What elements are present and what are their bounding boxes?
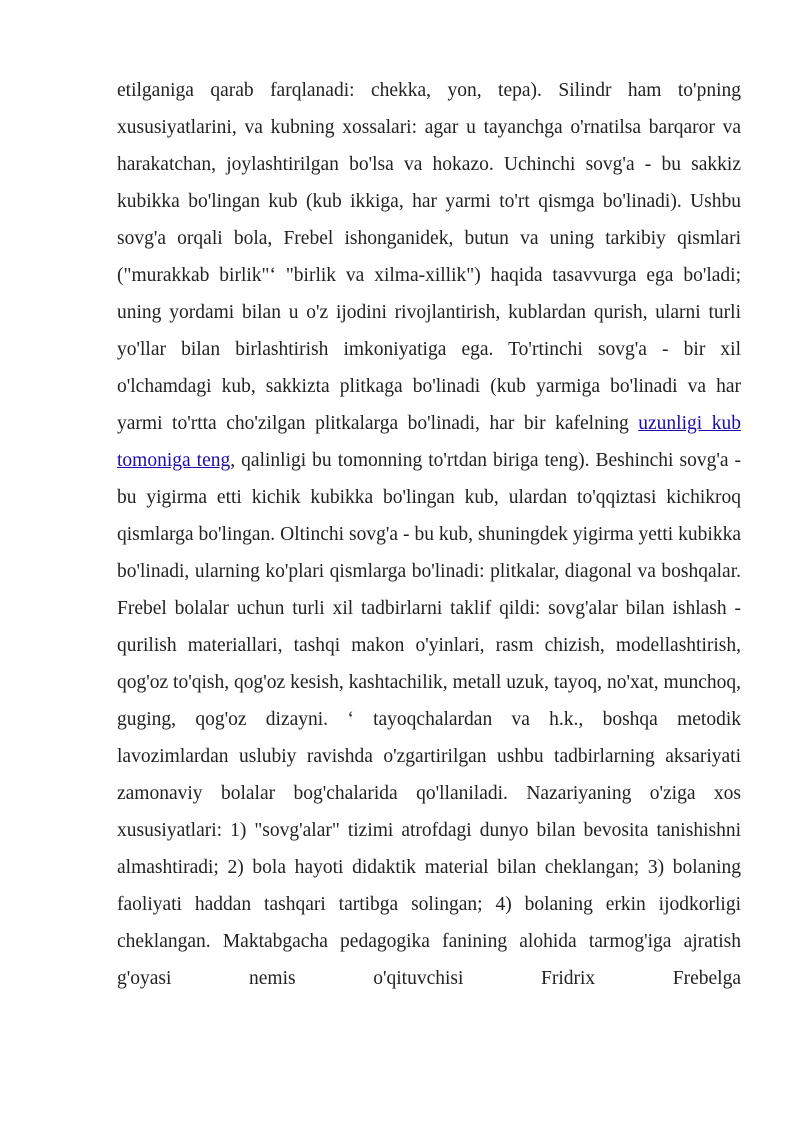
paragraph-text-after-link: , qalinligi bu tomonning to'rtdan biriga teng). Beshinchi sovg'a - bu yigirma etti kichik kubikka bo'lingan kub, ulardan to'qqiztasi kichikroq qismlarga bo'lingan. Oltinchi sovg'a - bu kub, shuningdek yigirma yetti kubikka bo'linadi, ularning ko'plari qismlarga bo'linadi: plitkalar, diagonal va boshqalar. Frebel bolalar uchun turli xil tadbirlarni taklif qildi: sovg'alar bilan ishlash - qurilish materiallari, tashqi makon o'yinlari, rasm chizish, modellashtirish, qog'oz to'qish, qog'oz kesish, kashtachilik, metall uzuk, tayoq, no'xat, munchoq, guging, qog'oz dizayni. ‘ tayoqchalardan va h.k., boshqa metodik lavozimlardan uslubiy ravishda o'zgartirilgan ushbu tadbirlarning aksariyati zamonaviy bolalar bog'chalarida qo'llaniladi. Nazariyaning o'ziga xos xususiyatlari: 1) "sovg'alar" tizimi atrofdagi dunyo bilan bevosita tanishishni almashtiradi; 2) bola hayoti didaktik material bilan cheklangan; 3) bolaning faoliyati haddan tashqari tartibga solingan; 4) bolaning erkin ijodkorligi cheklangan. Maktabgacha pedagogika fanining alohida tarmog'iga ajratish g'oyasi nemis o'qituvchisi Fridrix Frebelga <box>117 450 741 989</box>
inline-link[interactable]: uzunligi kub tomoniga teng <box>117 413 741 471</box>
body-paragraph <box>117 72 741 997</box>
paragraph-text-before-link: etilganiga qarab farqlanadi: chekka, yon, tepa). Silindr ham to'pning xususiyatlarini, va kubning xossalari: agar u tayanchga o'rnatilsa barqaror va harakatchan, joylashtirilgan bo'lsa va hokazo. Uchinchi sovg'a - bu sakkiz kubikka bo'lingan kub (kub ikkiga, har yarmi to'rt qismga bo'linadi). Ushbu sovg'a orqali bola, Frebel ishonganidek, butun va uning tarkibiy qismlari ("murakkab birlik"‘ "birlik va xilma-xillik") haqida tasavvurga ega bo'ladi; uning yordami bilan u o'z ijodini rivojlantirish, kublardan qurish, ularni turli yo'llar bilan birlashtirish imkoniyatiga ega. To'rtinchi sovg'a - bir xil o'lchamdagi kub, sakkizta plitkaga bo'linadi (kub yarmiga bo'linadi va har yarmi to'rtta cho'zilgan plitkalarga bo'linadi, har bir kafelning <box>117 80 741 434</box>
document-page <box>117 72 741 997</box>
